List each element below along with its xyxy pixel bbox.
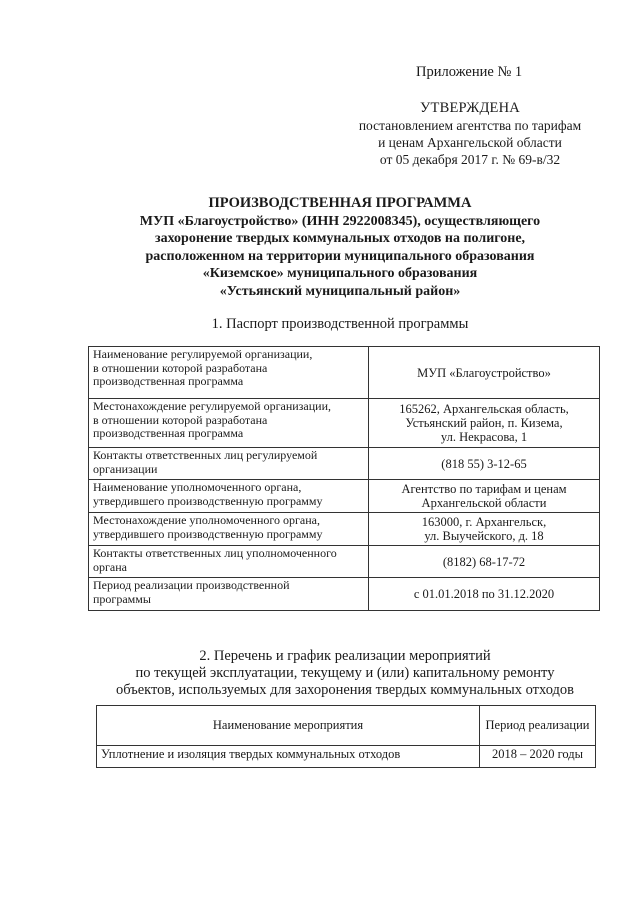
row-value: [369, 399, 600, 448]
row-value: [369, 513, 600, 546]
value-line: 163000, г. Архангельск,: [421, 515, 547, 529]
label-line: Период реализации производственной: [93, 578, 290, 592]
label-line: органа: [93, 559, 127, 574]
activities-table: [96, 705, 596, 768]
row-label: [89, 399, 369, 448]
table-row: [97, 746, 596, 768]
label-line: Местонахождение уполномоченного органа,: [93, 513, 320, 527]
value-line: ул. Некрасова, 1: [440, 430, 528, 444]
column-header-name: Наименование мероприятия: [97, 706, 480, 746]
label-line: утвердившего производственную программу: [93, 526, 323, 541]
table-header-row: [97, 706, 596, 746]
label-line: Контакты ответственных лиц уполномоченного: [93, 546, 337, 560]
row-label: [89, 448, 369, 480]
title-line: МУП «Благоустройство» (ИНН 2922008345), осуществляющего: [139, 213, 541, 229]
row-value: [369, 578, 600, 611]
row-label: [89, 347, 369, 399]
table-row: [89, 347, 600, 399]
value-line: Устьянский район, п. Кизема,: [405, 416, 563, 430]
label-line: программы: [93, 591, 151, 606]
value-line: 165262, Архангельская область,: [399, 402, 569, 416]
approval-line: от 05 декабря 2017 г. № 69-в/32: [379, 152, 561, 167]
row-label: [89, 513, 369, 546]
heading-line: 2. Перечень и график реализации мероприятий: [199, 648, 491, 664]
label-line: организации: [93, 461, 158, 476]
value-line: (8182) 68-17-72: [442, 554, 526, 569]
activity-name: Уплотнение и изоляция твердых коммунальных отходов: [97, 746, 480, 768]
table-row: [89, 546, 600, 578]
row-value: [369, 546, 600, 578]
label-line: Местонахождение регулируемой организации,: [93, 399, 332, 413]
label-line: производственная программа: [93, 374, 244, 388]
label-line: Наименование регулируемой организации,: [93, 347, 313, 361]
passport-table: [88, 346, 600, 611]
table-row: [89, 399, 600, 448]
value-line: (818 55) 3-12-65: [441, 456, 527, 471]
approval-line: постановлением агентства по тарифам: [358, 118, 582, 133]
table-row: [89, 480, 600, 513]
table-row: [89, 578, 600, 611]
row-value: [369, 480, 600, 513]
row-label: [89, 578, 369, 611]
section1-heading: 1. Паспорт производственной программы: [211, 316, 469, 332]
table-row: [89, 448, 600, 480]
value-line: ул. Выучейского, д. 18: [424, 529, 544, 543]
label-line: утвердившего производственную программу: [93, 493, 323, 508]
section2-heading: [90, 648, 600, 699]
approval-stamp: [330, 100, 610, 168]
title-main: ПРОИЗВОДСТВЕННАЯ ПРОГРАММА: [208, 195, 472, 211]
value-line: Архангельской области: [421, 496, 547, 510]
value-line: Агентство по тарифам и ценам: [401, 482, 567, 496]
title-line: «Устьянский муниципальный район»: [219, 283, 461, 299]
label-line: Контакты ответственных лиц регулируемой: [93, 448, 318, 462]
label-line: в отношении которой разработана: [93, 360, 268, 375]
row-label: [89, 546, 369, 578]
heading-line: по текущей эксплуатации, текущему и (или) капитальному ремонту: [135, 665, 555, 681]
value-line: МУП «Благоустройство»: [417, 365, 551, 380]
heading-line: объектов, используемых для захоронения твердых коммунальных отходов: [115, 682, 575, 698]
approval-line: и ценам Архангельской области: [378, 135, 562, 150]
label-line: в отношении которой разработана: [93, 412, 268, 427]
document-title: [90, 195, 590, 300]
title-line: захоронение твердых коммунальных отходов на полигоне,: [154, 231, 526, 246]
row-label: [89, 480, 369, 513]
value-line: с 01.01.2018 по 31.12.2020: [413, 587, 555, 601]
title-line: расположенном на территории муниципального образования: [145, 248, 535, 264]
label-line: Наименование уполномоченного органа,: [93, 480, 302, 494]
table-row: [89, 513, 600, 546]
approval-head: УТВЕРЖДЕНА: [420, 100, 520, 116]
appendix-label: Приложение № 1: [416, 64, 523, 80]
title-line: «Киземское» муниципального образования: [202, 266, 478, 281]
column-header-period: Период реализации: [480, 706, 596, 746]
row-value: [369, 347, 600, 399]
activity-period: 2018 – 2020 годы: [480, 746, 596, 768]
label-line: производственная программа: [93, 426, 244, 440]
row-value: [369, 448, 600, 480]
